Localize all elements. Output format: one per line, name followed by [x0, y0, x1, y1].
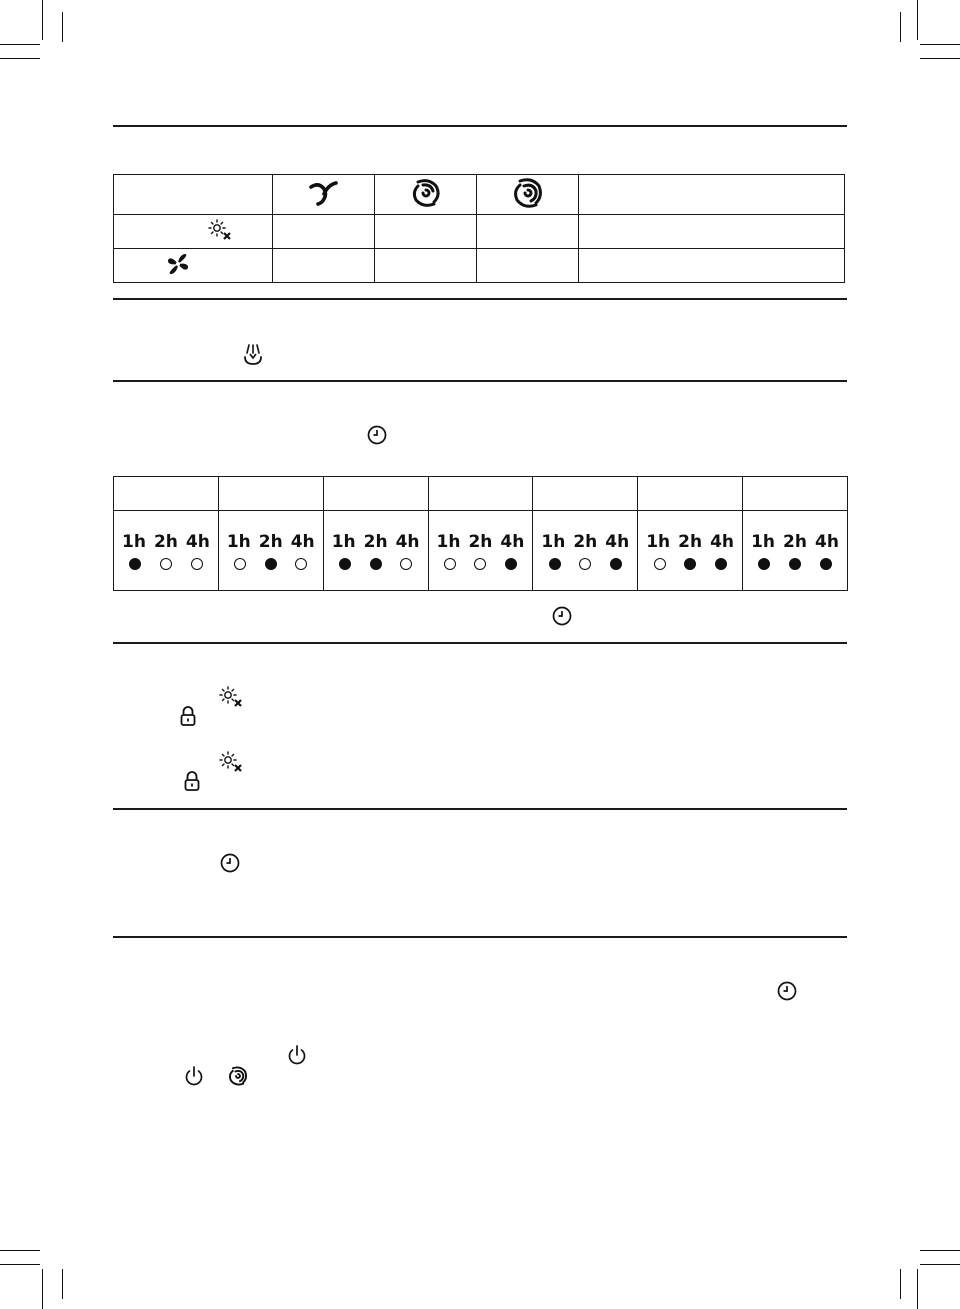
speed-table — [113, 174, 845, 283]
timer-indicator-lights — [219, 552, 323, 570]
timer-column-header — [323, 477, 428, 511]
crop-mark — [62, 12, 63, 42]
timer-setting-cell — [638, 511, 743, 591]
indicator-light-on — [789, 558, 801, 570]
speed-table-cell — [273, 215, 375, 249]
timer-hour-label: 2h — [363, 531, 388, 552]
timer-hour-labels — [429, 532, 533, 552]
indicator-light-on — [549, 558, 561, 570]
indicator-light-on — [820, 558, 832, 570]
timer-hour-label: 1h — [226, 531, 251, 552]
timer-hour-label: 4h — [500, 531, 525, 552]
speed-2-icon — [409, 176, 443, 210]
timer-hour-label: 1h — [646, 531, 671, 552]
indicator-light-off — [234, 558, 246, 570]
timer-hour-label: 4h — [185, 531, 210, 552]
indicator-light-on — [370, 558, 382, 570]
section-divider — [113, 936, 847, 938]
timer-icon — [776, 980, 798, 1002]
speed-table-cell — [579, 249, 845, 283]
timer-column-header — [533, 477, 638, 511]
indicator-light-off — [654, 558, 666, 570]
speed-1-icon — [307, 176, 341, 210]
speed-2-cell — [375, 175, 477, 215]
lock-icon — [182, 770, 202, 792]
crop-mark — [62, 1269, 63, 1299]
timer-hour-label: 2h — [783, 531, 807, 552]
crop-mark — [920, 1250, 960, 1251]
crop-mark — [920, 44, 960, 45]
speed-table-cell — [375, 249, 477, 283]
timer-icon — [366, 424, 388, 446]
fan-row-label — [114, 249, 273, 283]
crop-mark — [917, 0, 918, 40]
timer-setting-cell — [218, 511, 323, 591]
indicator-light-off — [474, 558, 486, 570]
timer-indicator-lights — [324, 552, 428, 570]
timer-hour-label: 4h — [710, 531, 735, 552]
power-icon — [286, 1044, 308, 1066]
speed-icon — [227, 1065, 249, 1087]
speed-3-cell — [477, 175, 579, 215]
timer-table — [113, 476, 848, 591]
timer-setting-cell — [323, 511, 428, 591]
timer-hour-label: 2h — [153, 531, 178, 552]
timer-hour-label: 1h — [436, 531, 461, 552]
timer-setting-cell — [743, 511, 848, 591]
auto-mode-icon — [242, 343, 264, 367]
timer-hour-label: 4h — [815, 531, 839, 552]
timer-hour-label: 2h — [258, 531, 283, 552]
indicator-light-off — [400, 558, 412, 570]
section-divider — [113, 380, 847, 382]
speed-table-cell — [375, 215, 477, 249]
timer-hour-label: 2h — [468, 531, 493, 552]
timer-indicator-lights — [638, 552, 742, 570]
lock-icon — [178, 705, 198, 727]
indicator-light-on — [684, 558, 696, 570]
crop-mark — [0, 1264, 40, 1265]
timer-setting-cell — [533, 511, 638, 591]
crop-mark — [900, 12, 901, 42]
indicator-light-off — [295, 558, 307, 570]
indicator-light-off — [191, 558, 203, 570]
speed-table-cell — [579, 215, 845, 249]
indicator-light-on — [129, 558, 141, 570]
indicator-light-off — [579, 558, 591, 570]
timer-hour-label: 2h — [573, 531, 598, 552]
speed-table-cell — [273, 249, 375, 283]
section-divider — [113, 642, 847, 644]
timer-hour-label: 4h — [290, 531, 315, 552]
timer-column-header — [638, 477, 743, 511]
timer-hour-label: 2h — [678, 531, 703, 552]
indicator-light-on — [758, 558, 770, 570]
timer-hour-labels — [114, 532, 218, 552]
timer-hour-label: 4h — [605, 531, 630, 552]
timer-icon — [551, 605, 573, 627]
timer-indicator-lights — [743, 552, 847, 570]
timer-hour-label: 1h — [751, 531, 776, 552]
section-divider — [113, 808, 847, 810]
section-divider — [113, 298, 847, 300]
indicator-light-on — [715, 558, 727, 570]
crop-mark — [920, 1264, 960, 1265]
timer-setting-cell — [114, 511, 219, 591]
indicator-light-off — [444, 558, 456, 570]
crop-mark — [42, 1269, 43, 1309]
timer-indicator-lights — [533, 552, 637, 570]
indicator-light-on — [265, 558, 277, 570]
speed-table-cell — [477, 249, 579, 283]
timer-hour-label: 1h — [541, 531, 566, 552]
crop-mark — [0, 44, 40, 45]
speed-1-cell — [273, 175, 375, 215]
timer-hour-label: 1h — [331, 531, 356, 552]
speed-3-icon — [511, 176, 545, 210]
timer-setting-cell — [428, 511, 533, 591]
indicator-light-on — [610, 558, 622, 570]
section-divider — [113, 125, 847, 127]
timer-hour-label: 1h — [122, 531, 146, 552]
light-sensor-icon — [208, 219, 232, 241]
power-icon — [183, 1065, 205, 1087]
indicator-light-on — [339, 558, 351, 570]
timer-hour-labels — [324, 532, 428, 552]
light-sensor-icon — [219, 686, 243, 708]
crop-mark — [42, 0, 43, 40]
timer-hour-label: 4h — [395, 531, 420, 552]
crop-mark — [920, 58, 960, 59]
speed-table-corner — [114, 175, 273, 215]
timer-column-header — [218, 477, 323, 511]
timer-indicator-lights — [114, 552, 218, 570]
indicator-light-on — [505, 558, 517, 570]
timer-hour-labels — [219, 532, 323, 552]
crop-mark — [0, 1250, 40, 1251]
timer-indicator-lights — [429, 552, 533, 570]
crop-mark — [917, 1269, 918, 1309]
timer-column-header — [743, 477, 848, 511]
speed-table-notes-header — [579, 175, 845, 215]
timer-column-header — [428, 477, 533, 511]
light-sensor-icon — [219, 751, 243, 773]
timer-icon — [219, 852, 241, 874]
timer-hour-labels — [638, 532, 742, 552]
crop-mark — [900, 1269, 901, 1299]
crop-mark — [0, 58, 40, 59]
timer-column-header — [114, 477, 219, 511]
indicator-light-off — [160, 558, 172, 570]
timer-hour-labels — [743, 532, 847, 552]
speed-table-cell — [477, 215, 579, 249]
timer-hour-labels — [533, 532, 637, 552]
fan-icon — [166, 252, 190, 276]
light-sensor-row-label — [114, 215, 273, 249]
